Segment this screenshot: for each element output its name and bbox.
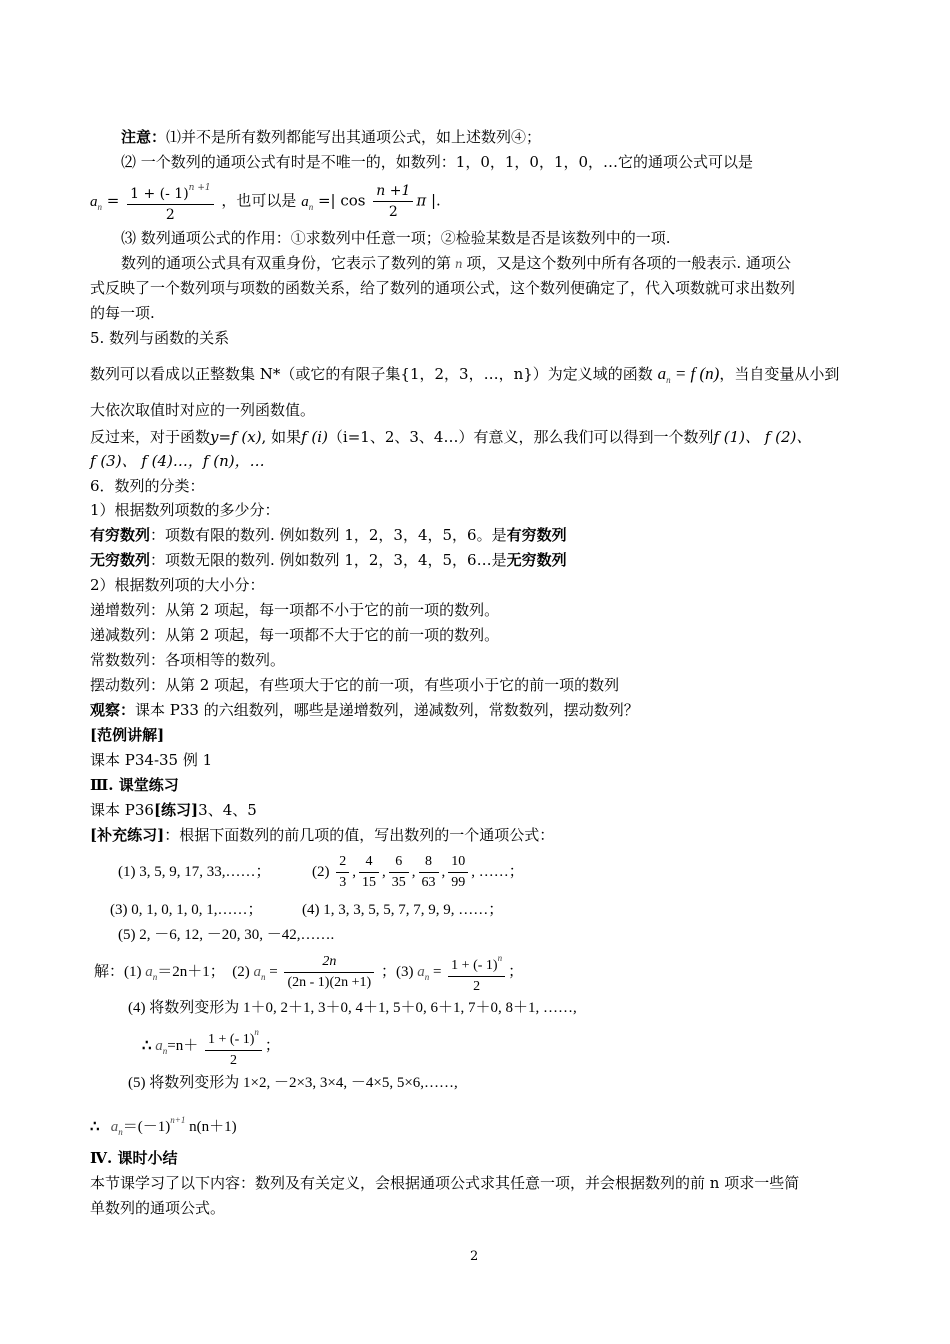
infinite-end: 无穷数列 [506, 551, 567, 569]
fraction-numerator: 2 [336, 852, 349, 873]
therefore-symbol: ∴ [142, 1038, 152, 1054]
solution-1: ＝2n＋1； [157, 964, 225, 980]
problem-2-fractions: $\frac{2}{3}$ , $\frac{4}{15}$ , $\frac{6}{35}$ , $\frac{8}{63}$ , $\frac{10}{99}$ [333, 864, 471, 880]
para1-a: 数列的通项公式具有双重身份，它表示了数列的第 [121, 254, 452, 272]
func3-a: 反过来，对于函数 [90, 428, 211, 446]
section-4-title: Ⅳ. 课时小结 [90, 1149, 178, 1167]
solution-2-label: (2) [232, 964, 250, 980]
solution-3-sup: n [497, 953, 503, 964]
fraction-numerator: 10 [448, 852, 468, 873]
page-number: 2 [470, 1249, 479, 1264]
summary-line-1: 本节课学习了以下内容：数列及有关定义，会根据通项公式求其任意一项，并会根据数列的前 n 项求一些简 [90, 1174, 800, 1192]
note-line-1 [121, 127, 541, 147]
func1-b: ，当自变量从小到 [719, 365, 840, 383]
solution-2-den: (2n - 1)(2n +1) [287, 975, 372, 991]
example-ref: 课本 P34-35 例 1 [90, 751, 213, 769]
problem-2-fraction-5 [448, 852, 468, 893]
class-1: 1）根据数列项数的多少分： [90, 501, 280, 519]
formula-2-fraction [373, 181, 413, 222]
an-fn-formula: $a_n = f$ (n) [657, 364, 720, 385]
supp-line [90, 825, 554, 845]
func-line-1 [90, 362, 839, 392]
a-n-symbol: $a_n$ [90, 193, 102, 212]
decreasing-def: 递减数列：从第 2 项起，每一项都不大于它的前一项的数列。 [90, 626, 500, 644]
solution-4b-den: 2 [229, 1053, 237, 1069]
problem-3: (3) 0, 1, 0, 1, 0, 1,……； [110, 902, 263, 918]
formula-1-fraction [127, 178, 214, 225]
exercise-ref [90, 800, 257, 820]
solution-5: (5) 将数列变形为 1×2, －2×3, 3×4, －4×5, 5×6,……, [128, 1075, 458, 1091]
constant-def: 常数数列：各项相等的数列。 [90, 651, 286, 669]
note-1: ⑴并不是所有数列都能写出其通项公式，如上述数列④； [166, 128, 542, 146]
exercise-ref-a: 课本 P36 [90, 801, 154, 819]
class-2: 2）根据数列项的大小分： [90, 576, 265, 594]
fraction-denominator: 3 [339, 875, 347, 891]
solution-4b-fraction [205, 1022, 262, 1071]
solution-2-fraction [284, 952, 374, 993]
func-line-2: 大依次取值时对应的一列函数值。 [90, 401, 316, 419]
infinite-text: ：项数无限的数列. 例如数列 1，2，3，4，5，6…是 [150, 551, 507, 569]
solution-3-den: 2 [473, 979, 481, 995]
solution-3-label: ；(3) [380, 964, 414, 980]
func-line-3 [90, 427, 811, 447]
problem-2-fraction-3 [389, 852, 409, 893]
formula-mid-text: ，也可以是 [221, 191, 297, 210]
solution-5b: ∴ $a_n=(-1)^{n+1}$ n(n＋1) [90, 1115, 237, 1137]
formula-1-den: 2 [165, 207, 175, 223]
func-line-4: f (3)、 f (4)…，f (n)，… [90, 452, 265, 470]
problem-2-end: , ……； [471, 864, 524, 880]
increasing-def: 递增数列：从第 2 项起，每一项都不小于它的前一项的数列。 [90, 601, 500, 619]
problem-5: (5) 2, －6, 12, －20, 30, －42,……. [118, 927, 335, 943]
note-line-2: ⑵ 一个数列的通项公式有时是不唯一的，如数列：1，0，1，0，1，0，…它的通项公式可以是 [121, 153, 754, 171]
solution-3-fraction [448, 948, 505, 997]
fraction-numerator: 6 [389, 852, 409, 873]
para1-line-3: 的每一项. [90, 304, 155, 322]
problem-2-fraction-1 [336, 852, 349, 893]
finite-label: 有穷数列 [90, 526, 151, 544]
solution-4b-mid: =n＋ [167, 1038, 199, 1054]
fraction-denominator: 15 [362, 875, 376, 891]
exercise-ref-b: [练习] [153, 801, 199, 819]
infinite-label: 无穷数列 [90, 551, 151, 569]
solution-3-num: 1 + (- 1) [451, 958, 498, 974]
section-3-title: Ⅲ. 课堂练习 [90, 776, 179, 794]
finite-text: ：项数有限的数列. 例如数列 1，2，3，4，5，6。是 [150, 526, 507, 544]
solution-4b-sup: n [254, 1027, 259, 1038]
summary-line-2: 单数列的通项公式。 [90, 1199, 226, 1217]
observe-label: 观察： [90, 701, 136, 719]
note-line-3: ⑶ 数列通项公式的作用：①求数列中任意一项；②检验某数是否是该数列中的一项. [121, 229, 671, 247]
solution-4b: ∴ $a_n=n+$ $\frac{1 + (- 1)^n}{2}$ ； [142, 1022, 280, 1075]
formula-line: $a_n$ = $\frac{1 + (- 1)^{n +1}}{2}$ ，也可以是 $a_n$ =| cos $\frac{n +1}{2}$ π |. [90, 178, 441, 229]
observe-line [90, 700, 639, 720]
section-6-title: 6．数列的分类： [90, 477, 205, 495]
func3-b: y=f (x) [210, 428, 262, 446]
formula-2-den: 2 [388, 204, 398, 220]
fraction-denominator: 63 [421, 875, 436, 891]
formula-2-num: n +1 [373, 181, 413, 202]
problem-2 [312, 848, 524, 896]
solution-2-num: 2n [284, 952, 374, 973]
finite-line [90, 525, 567, 545]
problem-4: (4) 1, 3, 3, 5, 5, 7, 7, 9, 9, ……； [302, 902, 504, 918]
problem-1: (1) 3, 5, 9, 17, 33,……； [118, 864, 271, 880]
solution-4: (4) 将数列变形为 1＋0, 2＋1, 3＋0, 4＋1, 5＋0, 6＋1, 7＋0, 8＋1, ……, [128, 1000, 577, 1016]
fraction-numerator: 8 [419, 852, 439, 873]
solution-5b-end: n(n＋1) [189, 1119, 237, 1135]
section-5-title: 5. 数列与函数的关系 [90, 329, 230, 347]
note-label: 注意： [121, 128, 167, 146]
problem-2-label: (2) [312, 864, 330, 880]
para1-line-1: 数列的通项公式具有双重身份，它表示了数列的第 n 项，又是这个数列中所有各项的一般表示. 通项公 [121, 254, 791, 272]
formula-1-sup: n +1 [188, 183, 211, 193]
solution-label: 解：(1) [94, 964, 142, 980]
para1-b: 项，又是这个数列中所有各项的一般表示. 通项公 [466, 254, 791, 272]
func3-d: f (i) [301, 428, 328, 446]
func3-e: （i=1、2、3、4…）有意义，那么我们可以得到一个数列 [327, 428, 714, 446]
therefore-symbol-2: ∴ [90, 1119, 100, 1135]
fraction-numerator: 4 [359, 852, 379, 873]
oscillating-def: 摆动数列：从第 2 项起，有些项大于它的前一项，有些项小于它的前一项的数列 [90, 676, 620, 694]
supp-text: ：根据下面数列的前几项的值，写出数列的一个通项公式： [164, 826, 555, 844]
fraction-denominator: 99 [451, 875, 466, 891]
a-n-symbol-2: $a_n$ [301, 193, 314, 212]
fraction-denominator: 35 [391, 875, 406, 891]
problem-2-fraction-2 [359, 852, 379, 893]
formula-1-num: 1 + (- 1) [130, 186, 189, 202]
solution-4b-num: 1 + (- 1) [208, 1032, 255, 1048]
infinite-line [90, 550, 567, 570]
para1-line-2: 式反映了一个数列项与项数的函数关系，给了数列的通项公式，这个数列便确定了，代入项数就可求出数列 [90, 279, 796, 297]
problem-2-fraction-4 [419, 852, 439, 893]
solution-line-1: 解：(1) $a_n=2n+1$； (2) $a_n$ = $\frac{2n}{(2n - 1)(2n +1)}$ ；(3) $a_n$ = $\frac{1 + (- 1)^n}{2}$ ； [94, 948, 523, 1001]
finite-end: 有穷数列 [506, 526, 567, 544]
solution-5b-sup: n+1 [170, 1115, 186, 1125]
solution-5b-text: ＝(－1) [122, 1119, 171, 1135]
func3-c: , 如果 [261, 428, 302, 446]
example-heading: [范例讲解] [90, 726, 165, 744]
func3-f: f (1)、 f (2)、 [713, 428, 812, 446]
supp-label: [补充练习] [90, 826, 165, 844]
exercise-ref-c: 3、4、5 [198, 801, 257, 819]
func1-a: 数列可以看成以正整数集 N*（或它的有限子集{1，2，3，…，n}）为定义域的函数 [90, 365, 653, 383]
observe-text: 课本 P33 的六组数列，哪些是递增数列，递减数列，常数数列，摆动数列？ [135, 701, 639, 719]
